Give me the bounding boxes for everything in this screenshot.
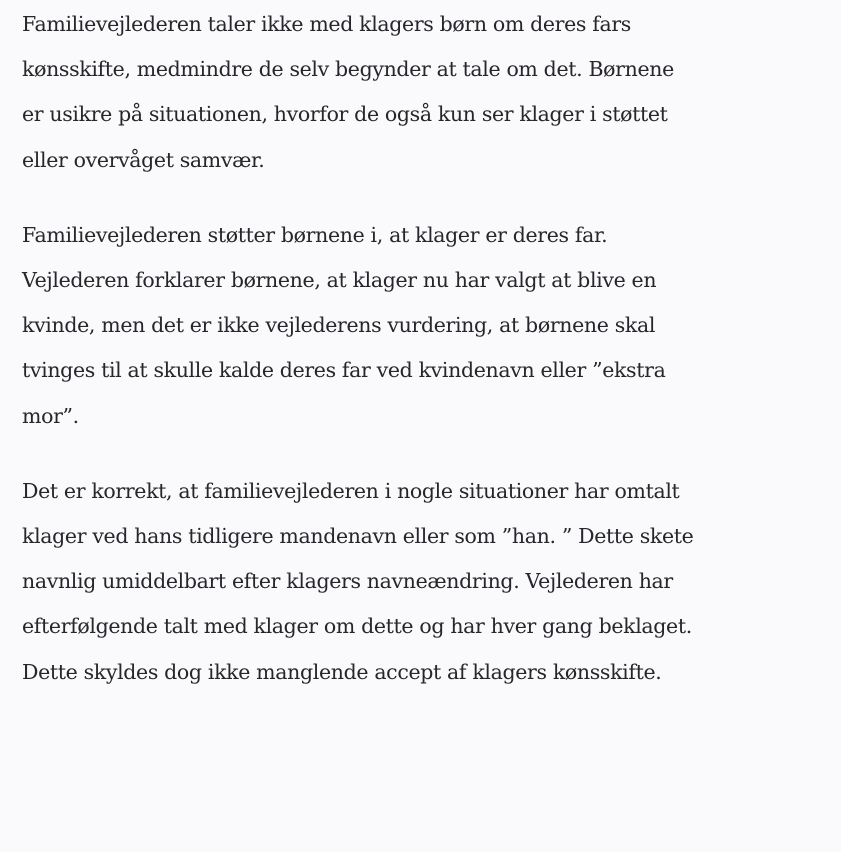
paragraph-1	[22, 2, 833, 183]
text-line: er usikre på situationen, hvorfor de også kun ser klager i støttet	[22, 102, 668, 127]
text-line: kvinde, men det er ikke vejlederens vurdering, at børnene skal	[22, 313, 656, 338]
text-line: tvinges til at skulle kalde deres far ved kvindenavn eller ”ekstra	[22, 358, 666, 383]
text-line: Dette skyldes dog ikke manglende accept af klagers kønsskifte.	[22, 659, 662, 684]
text-line: efterfølgende talt med klager om dette og har hver gang beklaget.	[22, 614, 692, 639]
text-line: Vejlederen forklarer børnene, at klager nu har valgt at blive en	[22, 268, 657, 293]
text-line: klager ved hans tidligere mandenavn eller som ”han. ” Dette skete	[22, 524, 694, 549]
text-line: eller overvåget samvær.	[22, 147, 265, 172]
text-line: Familievejlederen støtter børnene i, at klager er deres far.	[22, 222, 608, 247]
text-line: Det er korrekt, at familievejlederen i nogle situationer har omtalt	[22, 478, 680, 503]
paragraph-2	[22, 213, 833, 439]
text-line: kønsskifte, medmindre de selv begynder at tale om det. Børnene	[22, 57, 674, 82]
paragraph-3	[22, 469, 833, 695]
text-line: mor”.	[22, 403, 79, 428]
text-line: Familievejlederen taler ikke med klagers børn om deres fars	[22, 12, 631, 36]
text-line: navnlig umiddelbart efter klagers navneændring. Vejlederen har	[22, 569, 673, 594]
